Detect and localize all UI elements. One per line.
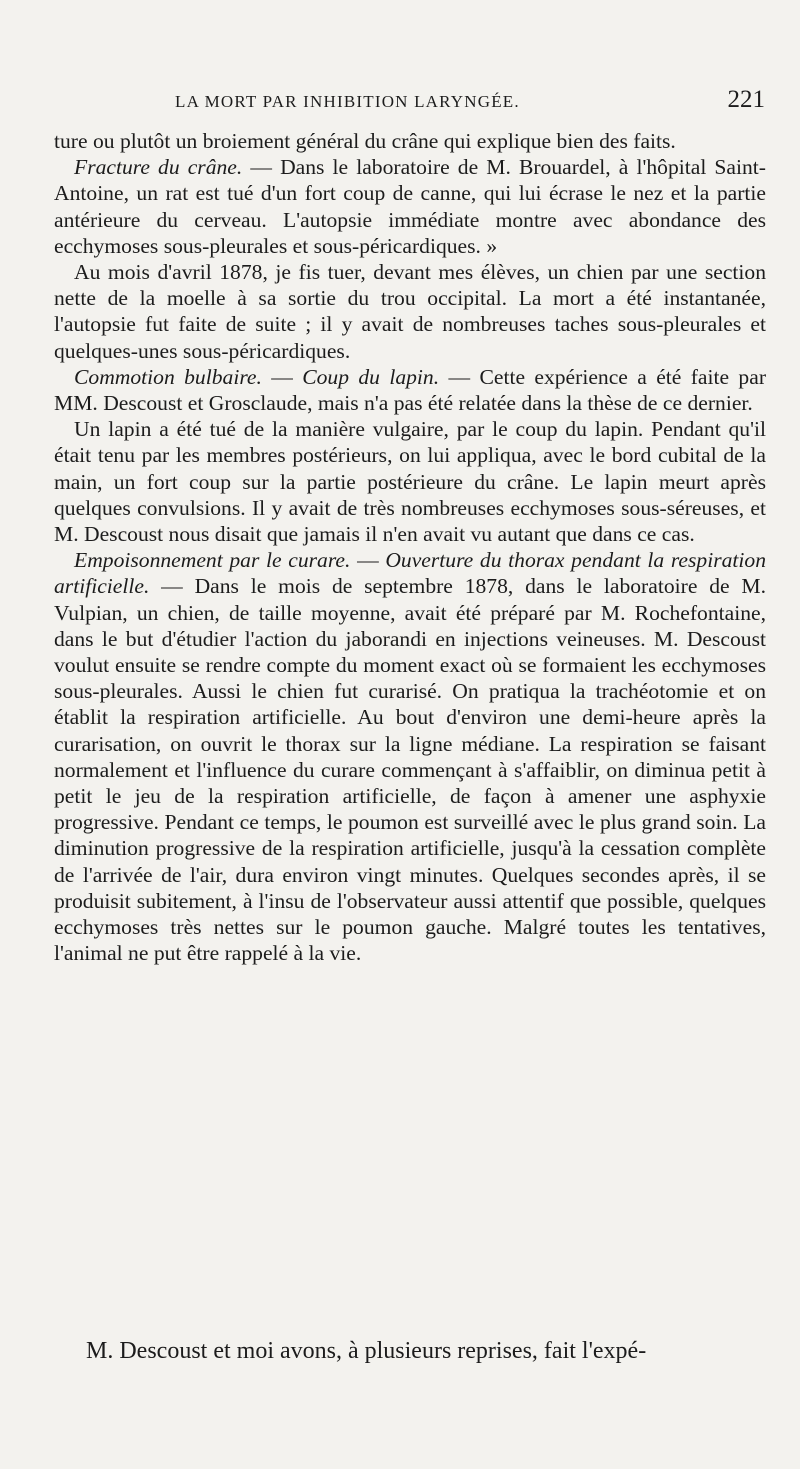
running-title: LA MORT PAR INHIBITION LARYNGÉE. (175, 92, 520, 111)
paragraph-dog-experiment (54, 259, 766, 364)
paragraph-rabbit-experiment (54, 416, 766, 547)
closing-line: M. Descoust et moi avons, à plusieurs reprises, fait l'expé- (86, 1338, 647, 1364)
paragraph-text: Cette expérience a été faite par MM. Descoust et Grosclaude, mais n'a pas été relatée dans la thèse de ce dernier. (54, 364, 767, 416)
dash-separator: — (350, 548, 386, 573)
paragraph-skull-fracture (54, 154, 766, 259)
dash-separator: — (242, 155, 281, 180)
dash-separator: — (439, 364, 480, 389)
dash-separator: — (149, 574, 195, 599)
dash-separator: — (261, 364, 303, 389)
page-number: 221 (727, 86, 765, 113)
body-text (54, 128, 766, 967)
section-title: Fracture du crâne. (74, 155, 243, 180)
paragraph-text: Un lapin a été tué de la manière vulgaire, par le coup du lapin. Pendant qu'il était tenu par les membres postérieurs, on lui appliqua, avec le bord cubital de la main, un fort coup sur la partie postérieure du crâne. Le lapin meurt après quelques convulsions. Il y avait de très nombreuses ecchymoses sous-séreuses, et M. Descoust nous disait que jamais il n'en avait vu autant que dans ce cas. (54, 417, 766, 547)
page-header (175, 86, 765, 114)
section-subtitle: Ouverture du thorax pendant la respiration artificielle. (54, 548, 766, 599)
paragraph-text: Dans le mois de septembre 1878, dans le laboratoire de M. Vulpian, un chien, de taille moyenne, avait été préparé par M. Rochefontaine, dans le but d'étudier l'action du jaborandi en injections veineuses. M. Descoust voulut ensuite se rendre compte du moment exact où se formaient les ecchymoses sous-pleurales. Aussi le chien fut curarisé. On pratiqua la trachéotomie et on établit la respiration artificielle. Au bout d'environ une demi-heure après la curarisation, on ouvrit le thorax sur la ligne médiane. La respiration se faisant normalement et l'influence du curare commençant à s'affaiblir, on diminua petit à petit le jeu de la respiration artificielle, de façon à amener une asphyxie progressive. Pendant ce temps, le poumon est surveillé avec le plus grand soin. La diminution progressive de la respiration artificielle, jusqu'à la cessation complète de l'arrivée de l'air, dura environ vingt minutes. Quelques secondes après, il se produisit subitement, à l'insu de l'observateur aussi attentif que possible, quelques ecchymoses très nettes sur le poumon gauche. Malgré toutes les tentatives, l'animal ne put être rappelé à la vie. (54, 574, 766, 966)
section-title: Commotion bulbaire. (74, 364, 262, 389)
paragraph-text: Dans le laboratoire de M. Brouardel, à l'hôpital Saint-Antoine, un rat est tué d'un fort coup de canne, qui lui écrase le nez et la partie antérieure du cerveau. L'autopsie immédiate montre avec abondance des ecchymoses sous-pleurales et sous-péricardiques. » (54, 155, 766, 258)
paragraph-bulbar-concussion (54, 364, 766, 416)
paragraph-text: Au mois d'avril 1878, je fis tuer, devant mes élèves, un chien par une section nette de la moelle à sa sortie du trou occipital. La mort a été instantanée, l'autopsie fut faite de suite ; il y avait de nombreuses taches sous-pleurales et quelques-unes sous-péricardiques. (54, 260, 766, 363)
paragraph-text: ture ou plutôt un broiement général du crâne qui explique bien des faits. (54, 129, 676, 153)
section-title: Empoisonnement par le curare. (74, 548, 351, 573)
section-subtitle: Coup du lapin. (302, 364, 440, 389)
paragraph-continuation (54, 128, 766, 154)
paragraph-curare-poisoning (54, 547, 766, 966)
